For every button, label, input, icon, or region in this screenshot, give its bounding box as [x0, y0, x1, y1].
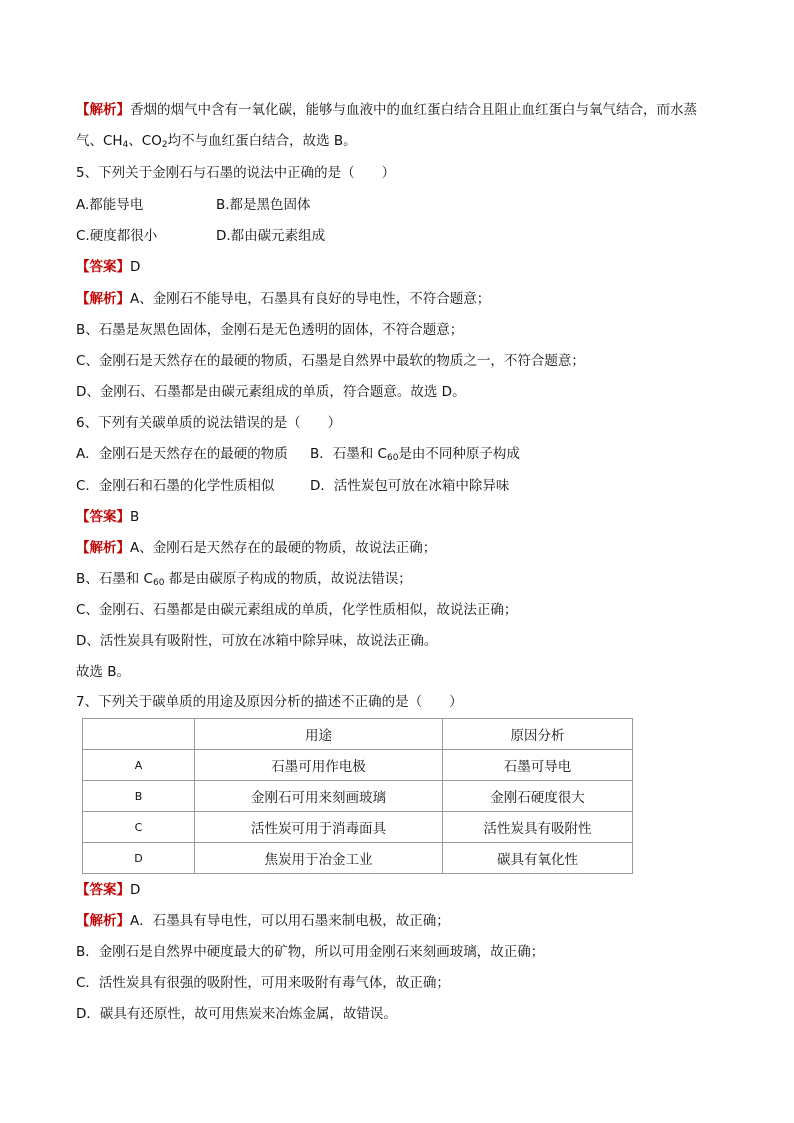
table-cell-option: D: [83, 843, 195, 874]
explanation-tag: 【解析】: [76, 913, 130, 929]
q5-option-d: D.都由碳元素组成: [216, 228, 326, 244]
q6-option-b: B．石墨和 $C_{60}$是由不同种原子构成: [310, 446, 520, 463]
q5-explanation-line2: B、石墨是灰黑色固体，金刚石是无色透明的固体，不符合题意；: [76, 322, 464, 338]
q6-question: 6、下列有关碳单质的说法错误的是（ ）: [76, 415, 342, 431]
q6-conclusion: 故选 B。: [76, 664, 131, 680]
table-cell-reason: 石墨可导电: [443, 750, 633, 781]
table-cell-option: B: [83, 781, 195, 812]
q5-explanation-line4: D、金刚石、石墨都是由碳元素组成的单质，符合题意。故选 D。: [76, 384, 466, 400]
table-header-cell: 原因分析: [443, 719, 633, 750]
q5-explanation-line3: C、金刚石是天然存在的最硬的物质，石墨是自然界中最软的物质之一，不符合题意；: [76, 353, 585, 369]
table-header-row: [83, 719, 633, 750]
q7-explanation-line1: 【解析】A．石墨具有导电性，可以用石墨来制电极，故正确；: [76, 913, 450, 929]
table-header-cell: 用途: [195, 719, 443, 750]
q6-explanation-line2: B、石墨和 $C_{60}$ 都是由碳原子构成的物质，故说法错误；: [76, 571, 412, 588]
table-row: [83, 812, 633, 843]
q5-option-a: A.都能导电: [76, 197, 144, 213]
table-cell-use: 金刚石可用来刻画玻璃: [195, 781, 443, 812]
q6-option-c: C．金刚石和石墨的化学性质相似: [76, 478, 275, 494]
table-cell-reason: 活性炭具有吸附性: [443, 812, 633, 843]
table-cell-option: C: [83, 812, 195, 843]
explanation-tag: 【解析】: [76, 540, 130, 556]
q4-explanation-line2: 气、$CH_4$、$CO_2$均不与血红蛋白结合，故选 B。: [76, 133, 357, 150]
q6-explanation-line1: 【解析】A、金刚石是天然存在的最硬的物质，故说法正确；: [76, 540, 437, 556]
q7-question: 7、下列关于碳单质的用途及原因分析的描述不正确的是（ ）: [76, 694, 463, 710]
q7-explanation-line2: B．金刚石是自然界中硬度最大的矿物，所以可用金刚石来刻画玻璃，故正确；: [76, 944, 545, 960]
explanation-tag: 【解析】: [76, 102, 130, 118]
q6-explanation-line3: C、金刚石、石墨都是由碳元素组成的单质，化学性质相似，故说法正确；: [76, 602, 518, 618]
q6-explanation-line4: D、活性炭具有吸附性，可放在冰箱中除异味，故说法正确。: [76, 633, 438, 649]
q5-option-c: C.硬度都很小: [76, 228, 158, 244]
q5-question: 5、下列关于金刚石与石墨的说法中正确的是（ ）: [76, 165, 396, 181]
q7-table: [82, 718, 633, 874]
table-row: [83, 843, 633, 874]
table-cell-use: 石墨可用作电极: [195, 750, 443, 781]
answer-tag: 【答案】: [76, 882, 130, 898]
q6-option-d: D．活性炭包可放在冰箱中除异味: [310, 478, 510, 494]
table-row: [83, 781, 633, 812]
q5-explanation-line1: 【解析】A、金刚石不能导电，石墨具有良好的导电性，不符合题意；: [76, 291, 491, 307]
q6-option-a: A．金刚石是天然存在的最硬的物质: [76, 446, 288, 462]
table-header-cell: [83, 719, 195, 750]
q7-explanation-line4: D．碳具有还原性，故可用焦炭来冶炼金属，故错误。: [76, 1006, 397, 1022]
table-row: [83, 750, 633, 781]
q7-explanation-line3: C．活性炭具有很强的吸附性，可用来吸附有毒气体，故正确；: [76, 975, 450, 991]
q5-answer: 【答案】D: [76, 259, 141, 275]
q7-answer: 【答案】D: [76, 882, 141, 898]
q4-explanation-line1: 【解析】香烟的烟气中含有一氧化碳，能够与血液中的血红蛋白结合且阻止血红蛋白与氧气结合，而水蒸: [76, 102, 697, 118]
table-cell-reason: 金刚石硬度很大: [443, 781, 633, 812]
table-cell-reason: 碳具有氧化性: [443, 843, 633, 874]
q5-option-b: B.都是黑色固体: [216, 197, 311, 213]
answer-tag: 【答案】: [76, 509, 130, 525]
answer-tag: 【答案】: [76, 259, 130, 275]
explanation-tag: 【解析】: [76, 291, 130, 307]
table-cell-use: 活性炭可用于消毒面具: [195, 812, 443, 843]
table-cell-use: 焦炭用于冶金工业: [195, 843, 443, 874]
table-cell-option: A: [83, 750, 195, 781]
q6-answer: 【答案】B: [76, 509, 140, 525]
